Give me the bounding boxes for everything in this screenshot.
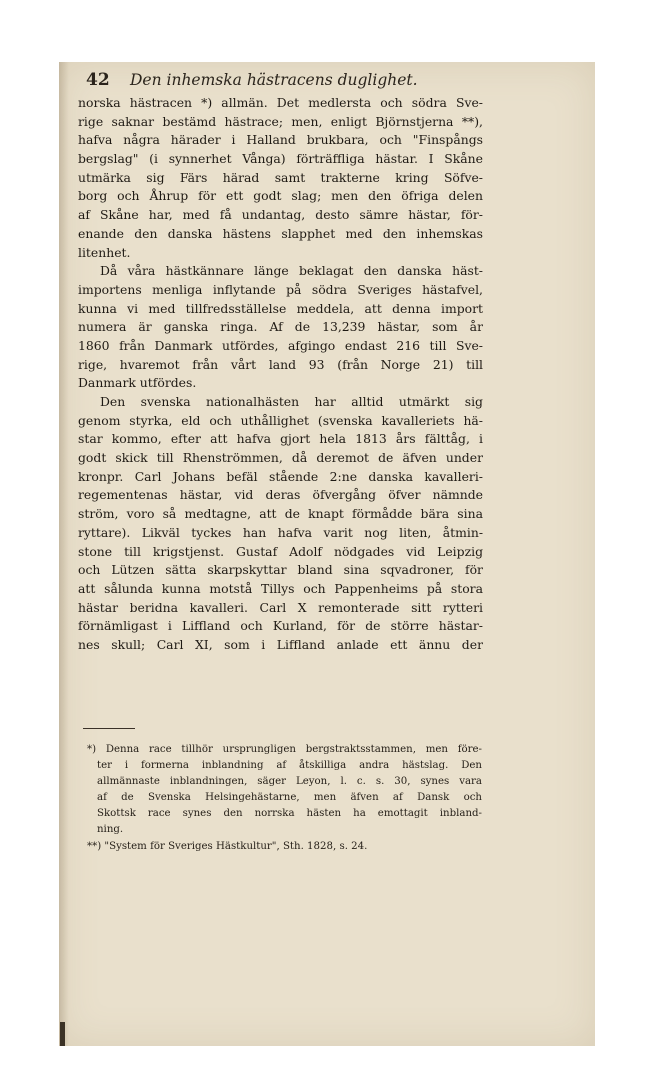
body-line: 1860 från Danmark utfördes, afgingo endast 216 till Sve- <box>78 337 483 353</box>
body-line: rige, hvaremot från vårt land 93 (från Norge 21) till <box>78 356 483 372</box>
body-line: att sålunda kunna motstå Tillys och Pappenheims på stora <box>78 580 483 596</box>
body-line: Den svenska nationalhästen har alltid utmärkt sig <box>100 394 483 409</box>
body-line: hafva några härader i Halland brukbara, och "Finspångs <box>78 132 483 148</box>
footnote-line: allmännaste inblandningen, säger Leyon, l. c. s. 30, synes vara <box>97 776 482 788</box>
body-line: af Skåne har, med få undantag, desto sämre hästar, för- <box>78 207 483 223</box>
footnote-line: ter i formerna inblandning af åtskilliga andra hästslag. Den <box>97 760 482 772</box>
page-number: 42 <box>86 70 110 90</box>
body-line: importens menliga inflytande på södra Sveriges hästafvel, <box>78 281 483 297</box>
body-line: utmärka sig Färs härad samt trakterne kring Söfve- <box>78 169 483 185</box>
body-line: stone till krigstjenst. Gustaf Adolf nödgades vid Leipzig <box>78 543 483 559</box>
body-line: rige saknar bestämd hästrace; men, enligt Björnstjerna **), <box>78 113 483 129</box>
body-line: och Lützen sätta skarpskyttar bland sina sqvadroner, för <box>78 562 483 578</box>
footnotes <box>87 742 482 855</box>
body-line: ryttare). Likväl tyckes han hafva varit nog liten, åtmin- <box>78 524 483 540</box>
footnote-line: Skottsk race synes den norrska hästen ha emottagit inbland- <box>97 808 482 820</box>
body-line: star kommo, efter att hafva gjort hela 1813 års fälttåg, i <box>78 431 483 447</box>
body-line: genom styrka, eld och uthållighet (svenska kavalleriets hä- <box>78 412 483 428</box>
footnote-line: af de Svenska Helsingehästarne, men äfven af Dansk och <box>97 792 482 804</box>
body-line: enande den danska hästens slapphet med den inhemskas <box>78 225 483 241</box>
body-line: kronpr. Carl Johans befäl stående 2:ne danska kavalleri- <box>78 468 483 484</box>
body-line: borg och Åhrup för ett godt slag; men den öfriga delen <box>78 188 483 204</box>
body-line: bergslag" (i synnerhet Vånga) förträffliga hästar. I Skåne <box>78 151 483 167</box>
body-line: kunna vi med tillfredsställelse meddela, att denna import <box>78 300 483 316</box>
body-line: Danmark utfördes. <box>78 375 197 391</box>
body-line: numera är ganska ringa. Af de 13,239 hästar, som år <box>78 319 483 335</box>
body-text <box>78 94 483 655</box>
body-line: förnämligast i Liffland och Kurland, för de större hästar- <box>78 618 483 634</box>
body-line: regementenas hästar, vid deras öfvergång öfver nämnde <box>78 487 483 503</box>
body-line: godt skick till Rhenströmmen, då deremot de äfven under <box>78 450 483 466</box>
body-line: litenhet. <box>78 244 131 260</box>
footnote-line: *) Denna race tillhör ursprungligen bergstraktsstammen, men före- <box>87 744 482 755</box>
running-title: Den inhemska hästracens duglighet. <box>130 71 418 89</box>
body-line: nes skull; Carl XI, som i Liffland anlade ett ännu der <box>78 636 483 652</box>
running-head <box>86 70 486 92</box>
body-line: norska hästracen *) allmän. Det medlersta och södra Sve- <box>78 95 483 110</box>
body-line: hästar beridna kavalleri. Carl X remonterade sitt rytteri <box>78 599 483 615</box>
body-line: ström, voro så medtagne, att de knapt förmådde bära sina <box>78 506 483 522</box>
footnote-line: ning. <box>97 824 124 836</box>
footnote-rule <box>83 728 135 729</box>
body-line: Då våra hästkännare länge beklagat den danska häst- <box>100 263 483 279</box>
footnote-line: **) "System för Sveriges Hästkultur", Sth. 1828, s. 24. <box>87 840 368 852</box>
page-edge-mark <box>60 1022 65 1046</box>
